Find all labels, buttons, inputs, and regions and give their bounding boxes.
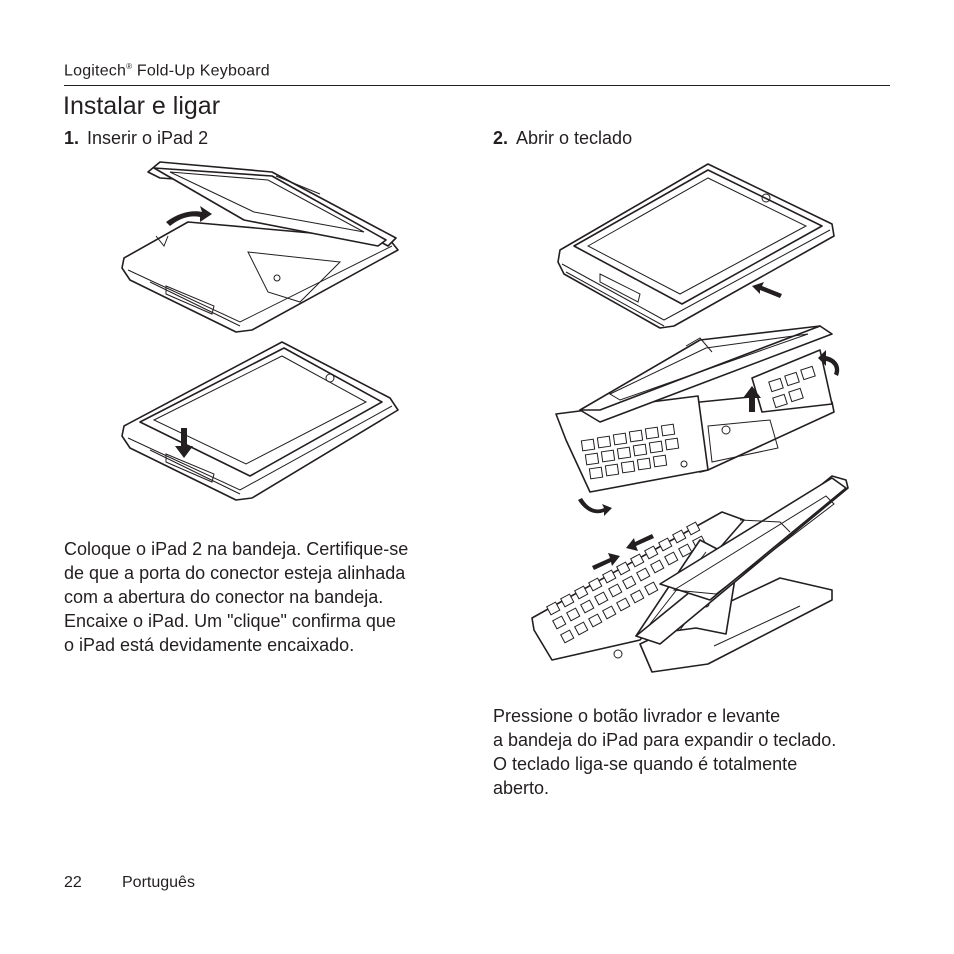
footer-language: Português <box>122 874 195 891</box>
page-number: 22 <box>64 874 82 891</box>
step-number: 2. <box>493 128 509 148</box>
registered-mark: ® <box>126 62 133 71</box>
step-label: Abrir o teclado <box>516 128 633 148</box>
page-title: Instalar e ligar <box>63 92 221 120</box>
step-number: 1. <box>64 128 80 148</box>
running-header: Logitech® Fold-Up Keyboard <box>64 62 270 80</box>
step-2-instructions: Pressione o botão livrador e levante a bandeja do iPad para expandir o teclado. O teclado liga-se quando é totalmente aberto. <box>493 706 837 798</box>
step-1-instructions: Coloque o iPad 2 na bandeja. Certifique-se de que a porta do conector esteja alinhada com a abertura do conector na bandeja. Encaixe o iPad. Um "clique" confirma que o iPad está devidamente encaixado. <box>64 539 409 655</box>
step-label: Inserir o iPad 2 <box>87 128 209 148</box>
